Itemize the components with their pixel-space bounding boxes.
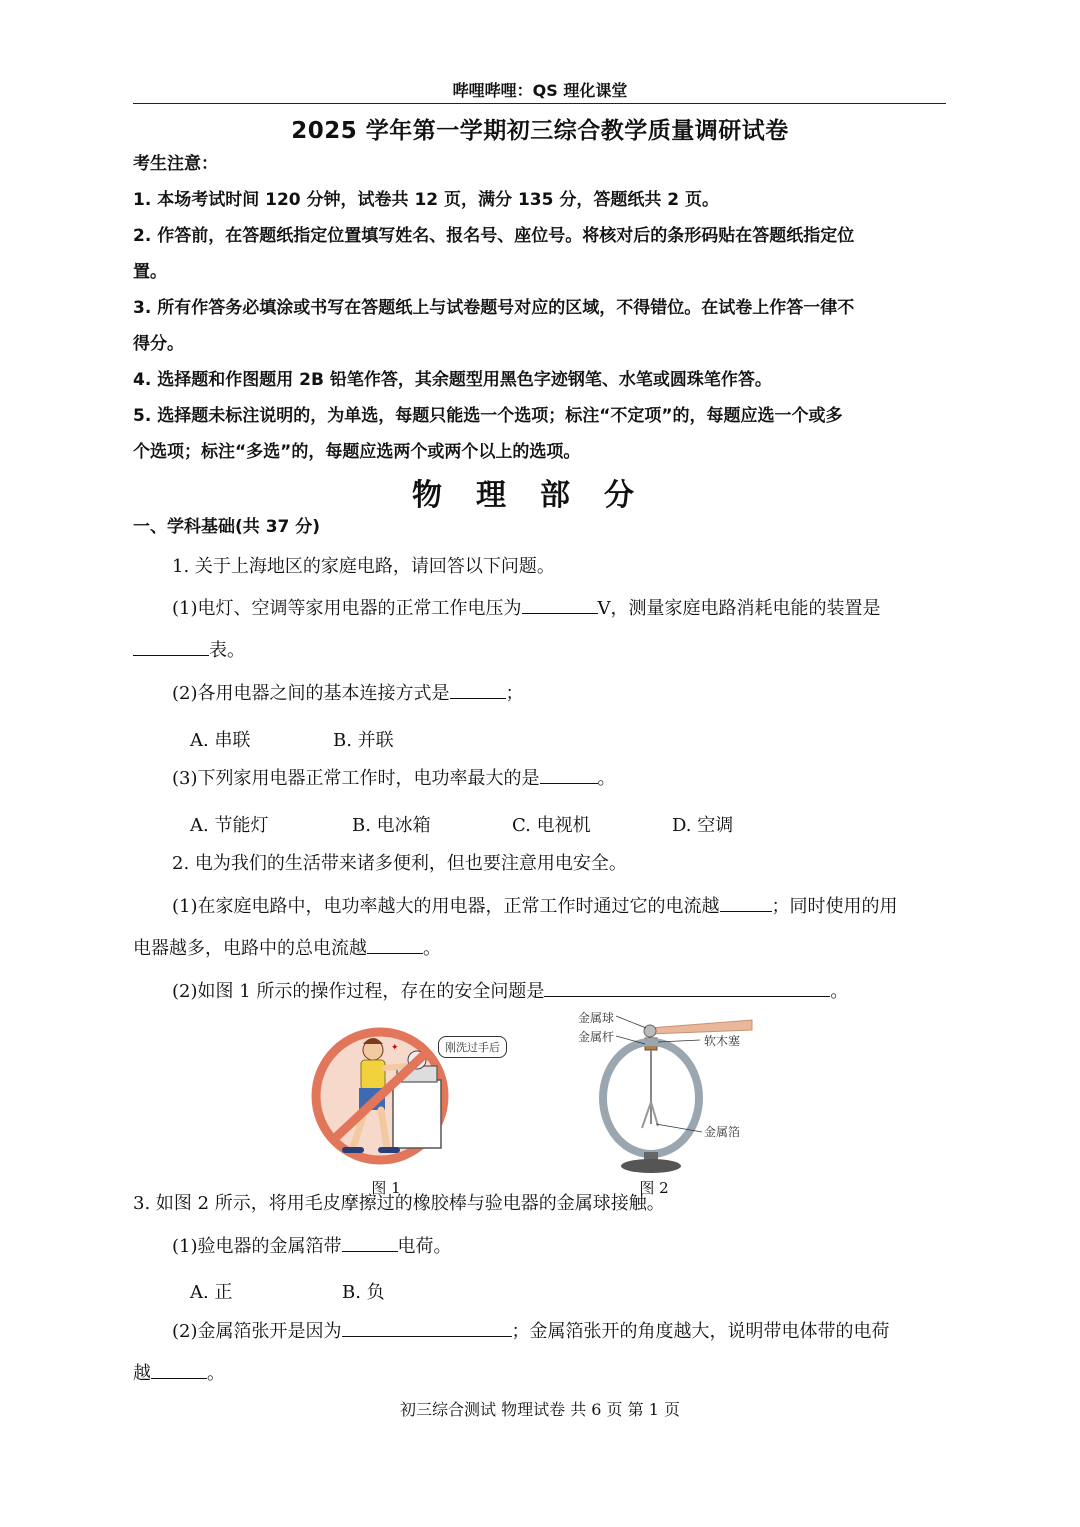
q1-sub3-pre: (3)下列家用电器正常工作时，电功率最大的是: [172, 768, 540, 789]
figure-1-caption: 图 1: [371, 1179, 401, 1197]
notice-item-1: 1. 本场考试时间 120 分钟，试卷共 12 页，满分 135 分，答题纸共 2 页。: [133, 190, 720, 210]
q1-sub2-option-a: A. 串联: [190, 730, 251, 751]
q1-sub1: [172, 588, 985, 630]
q3-sub2-mid: ；金属箔张开的角度越大，说明带电体带的电荷: [511, 1321, 890, 1342]
notice-item-5a: 5. 选择题未标注说明的，为单选，每题只能选一个选项；标注“不定项”的，每题应选一个或多: [133, 406, 843, 426]
answer-blank[interactable]: [151, 1358, 207, 1379]
q3-stem: 3. 如图 2 所示，将用毛皮摩擦过的橡胶棒与验电器的金属球接触。: [133, 1193, 665, 1214]
notice-item-4: 4. 选择题和作图题用 2B 铅笔作答，其余题型用黑色字迹钢笔、水笔或圆珠笔作答。: [133, 370, 772, 390]
q2-sub2-pre: (2)如图 1 所示的操作过程，存在的安全问题是: [172, 981, 545, 1002]
answer-blank[interactable]: [342, 1316, 512, 1337]
q3-sub2-line2-end: 。: [207, 1363, 225, 1384]
q1-sub3-option-c: C. 电视机: [512, 815, 591, 836]
answer-blank[interactable]: [450, 678, 506, 699]
notice-item-3a: 3. 所有作答务必填涂或书写在答题纸上与试卷题号对应的区域，不得错位。在试卷上作答一律不: [133, 298, 855, 318]
q3-sub1: [172, 1226, 985, 1268]
answer-blank[interactable]: [133, 635, 209, 656]
header-divider: [133, 103, 946, 104]
section-title: 物理部分: [412, 478, 668, 513]
notice-heading: 考生注意：: [133, 154, 218, 174]
answer-blank[interactable]: [544, 976, 830, 997]
q3-sub2-line2-pre: 越: [133, 1363, 151, 1384]
notice-item-2a: 2. 作答前，在答题纸指定位置填写姓名、报名号、座位号。将核对后的条形码贴在答题纸指定位: [133, 226, 855, 246]
q1-sub2-option-b: B. 并联: [333, 730, 394, 751]
q1-sub2-end: ；: [505, 683, 524, 704]
notice-item-3b: 得分。: [133, 334, 184, 354]
q3-sub1-option-a: A. 正: [190, 1282, 233, 1303]
q2-sub1-line2: [133, 928, 946, 970]
q1-sub3-option-d: D. 空调: [672, 815, 734, 836]
svg-text:✦: ✦: [391, 1043, 399, 1053]
source-header: 哔哩哔哩：QS 理化课堂: [452, 81, 628, 100]
answer-blank[interactable]: [522, 593, 598, 614]
answer-blank[interactable]: [342, 1231, 398, 1252]
answer-blank[interactable]: [540, 763, 598, 784]
part-title: 一、学科基础(共 37 分): [133, 517, 321, 537]
q1-sub2-pre: (2)各用电器之间的基本连接方式是: [172, 683, 450, 704]
notice-item-2b: 置。: [133, 262, 167, 282]
q3-sub2: [172, 1311, 985, 1353]
figure-1-speech-bubble: 刚洗过手后: [438, 1036, 507, 1058]
exam-title: 2025 学年第一学期初三综合教学质量调研试卷: [291, 118, 789, 144]
figure-2-label-rod: 金属杆: [578, 1030, 615, 1044]
answer-blank[interactable]: [720, 891, 772, 912]
q2-sub2-end: 。: [830, 981, 849, 1002]
q2-sub1-line2-end: 。: [423, 938, 441, 959]
page-footer: 初三综合测试 物理试卷 共 6 页 第 1 页: [400, 1400, 680, 1419]
q3-sub1-end: 电荷。: [397, 1236, 452, 1257]
q3-sub2-line2: [133, 1353, 946, 1395]
figure-2-label-foil: 金属箔: [704, 1125, 741, 1139]
q1-sub3: [172, 758, 985, 800]
q1-sub1-mid: V，测量家庭电路消耗电能的装置是: [597, 598, 881, 619]
q2-sub1: [172, 886, 985, 928]
q2-stem: 2. 电为我们的生活带来诸多便利，但也要注意用电安全。: [172, 853, 627, 874]
q3-sub2-pre: (2)金属箔张开是因为: [172, 1321, 342, 1342]
q1-sub3-option-b: B. 电冰箱: [352, 815, 431, 836]
figure-1: [305, 1020, 525, 1170]
answer-blank[interactable]: [367, 933, 423, 954]
q1-sub1-end: 表。: [209, 640, 245, 661]
q1-sub1-line2: [133, 630, 946, 672]
q1-sub3-option-a: A. 节能灯: [190, 815, 269, 836]
q1-sub1-pre: (1)电灯、空调等家用电器的正常工作电压为: [172, 598, 522, 619]
notice-item-5b: 个选项；标注“多选”的，每题应选两个或两个以上的选项。: [133, 442, 581, 462]
q1-sub3-end: 。: [597, 768, 616, 789]
figure-2-caption: 图 2: [639, 1179, 669, 1197]
q2-sub1-line2-pre: 电器越多，电路中的总电流越: [133, 938, 367, 959]
q1-stem: 1. 关于上海地区的家庭电路，请回答以下问题。: [172, 556, 555, 577]
q3-sub1-option-b: B. 负: [342, 1282, 385, 1303]
figure-2-label-ball: 金属球: [578, 1011, 615, 1025]
q2-sub1-mid: ；同时使用的用: [771, 896, 898, 917]
figure-2: [570, 1006, 760, 1178]
q2-sub1-pre: (1)在家庭电路中，电功率越大的用电器，正常工作时通过它的电流越: [172, 896, 720, 917]
q3-sub1-pre: (1)验电器的金属箔带: [172, 1236, 342, 1257]
q1-sub2: [172, 673, 985, 715]
figure-2-label-cork: 软木塞: [704, 1034, 741, 1048]
